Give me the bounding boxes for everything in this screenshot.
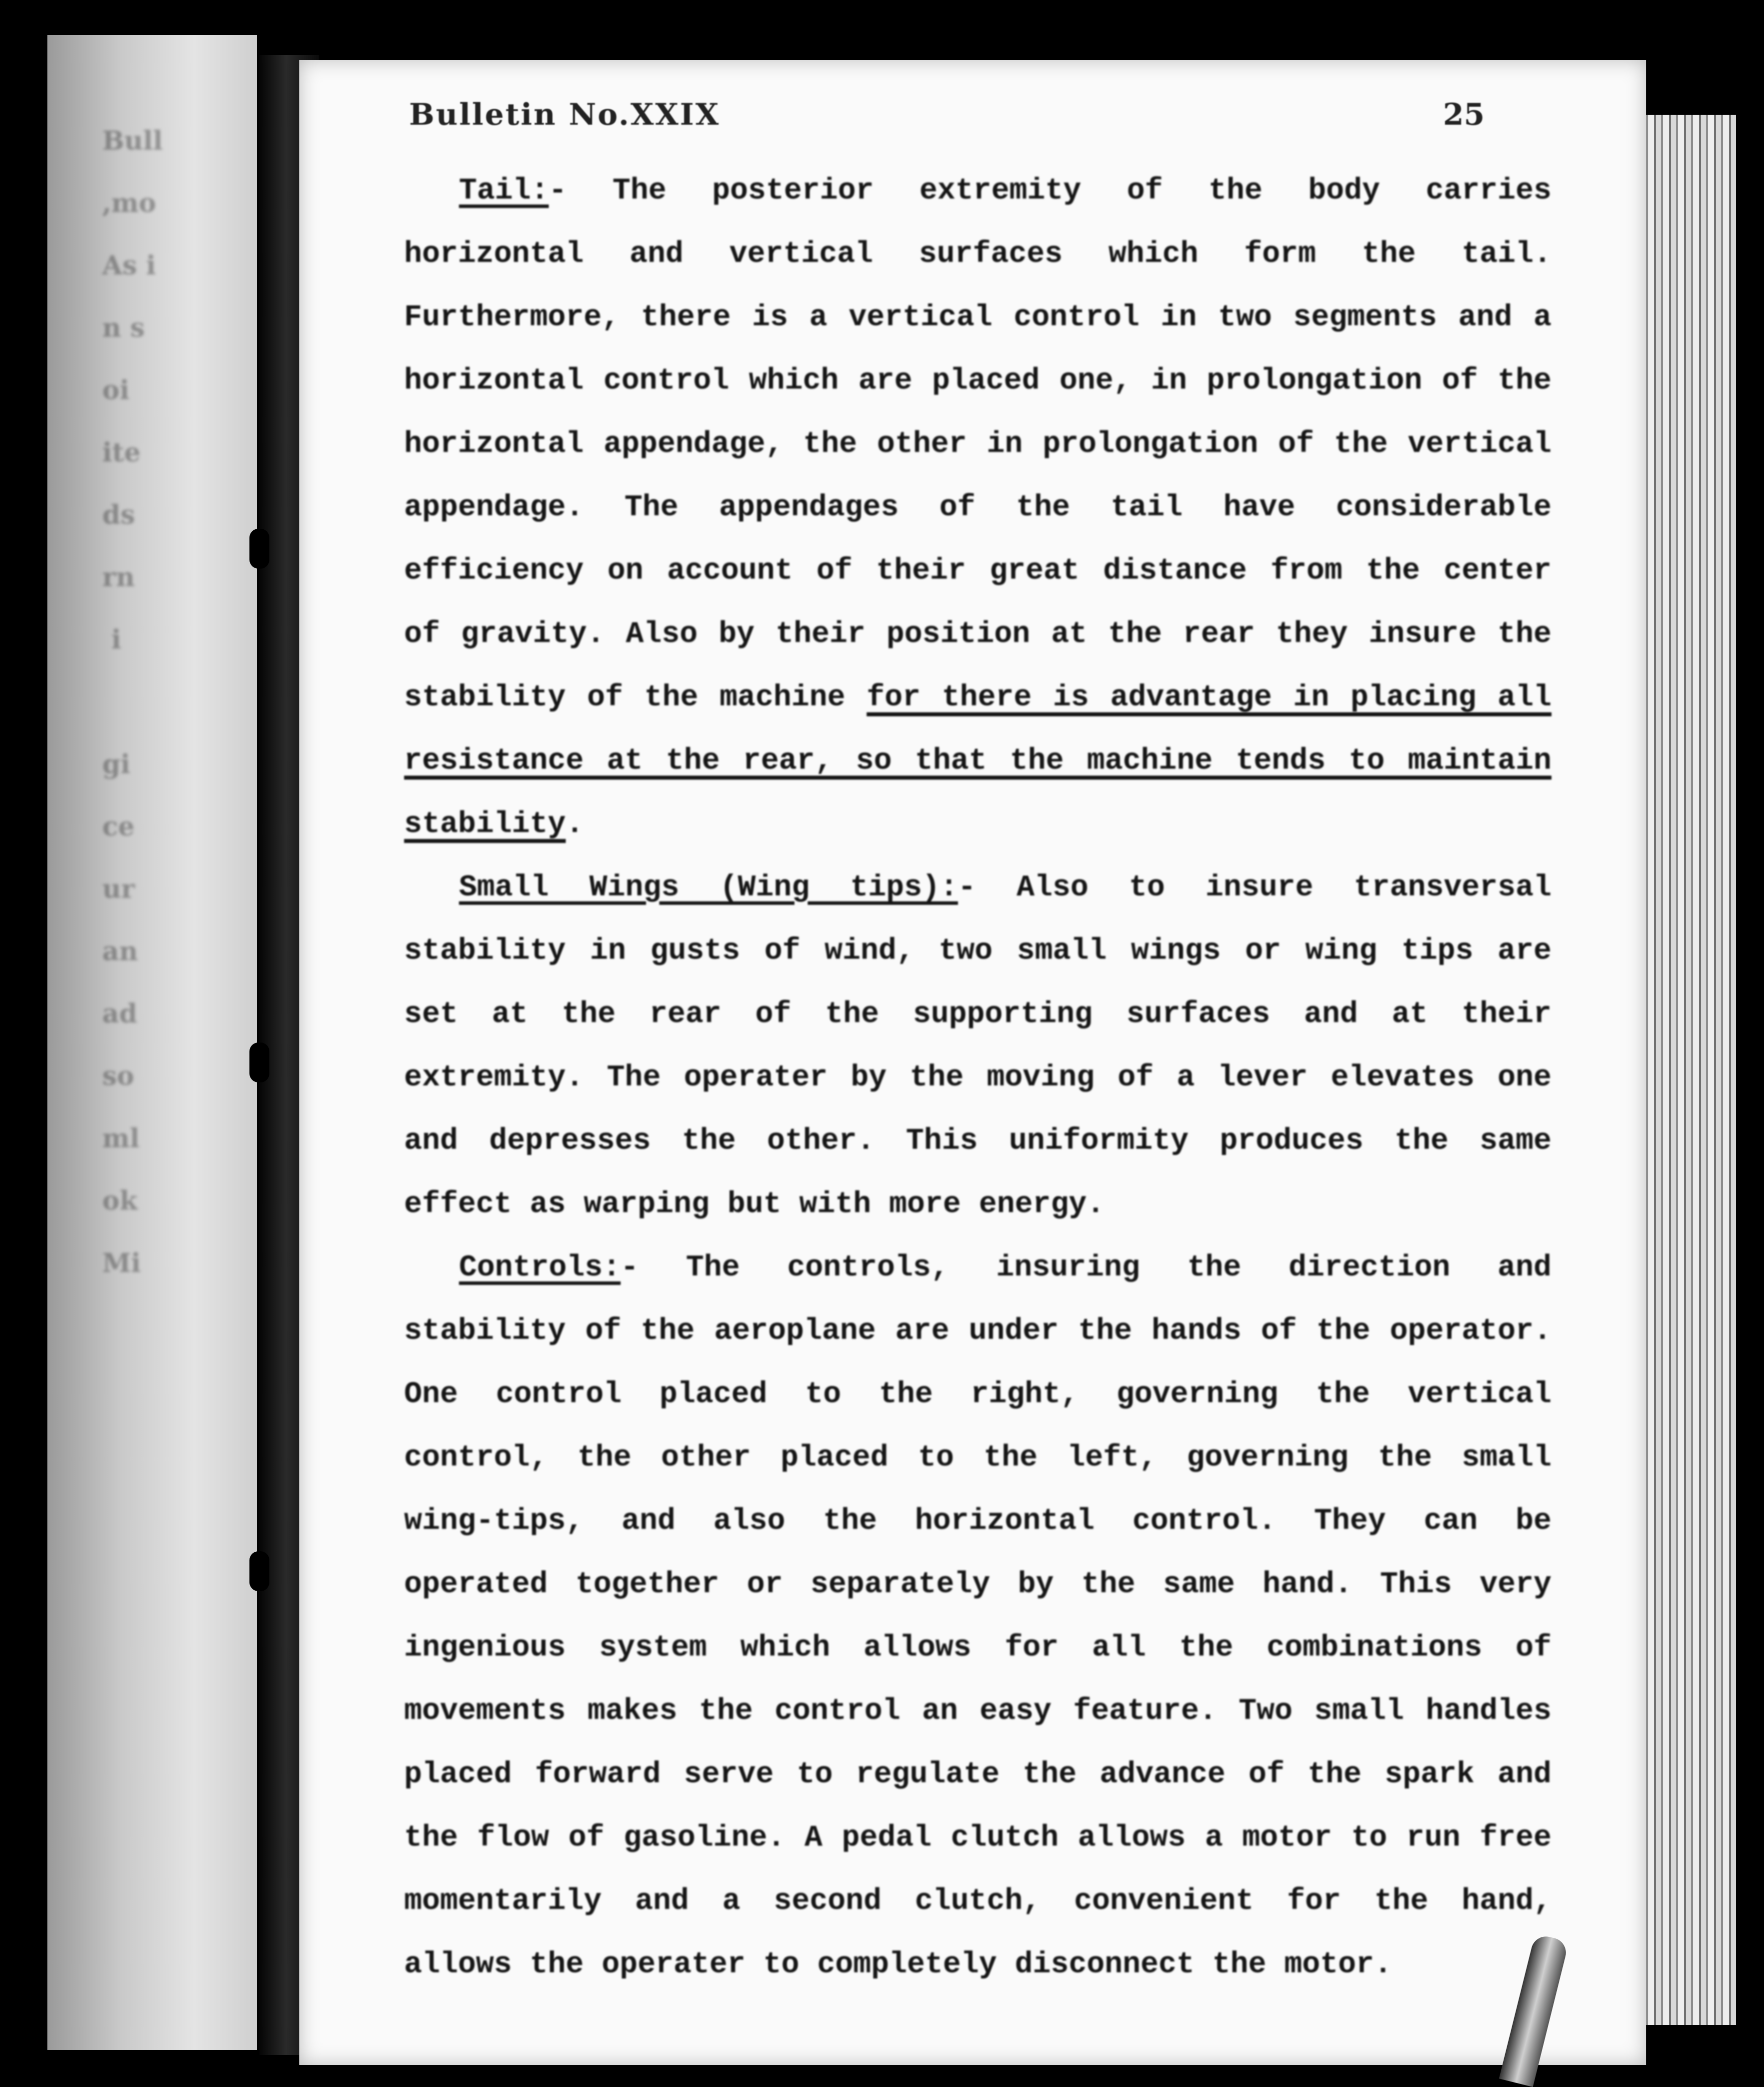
- paragraph-text: - The posterior extremity of the body carries horizontal and vertical surfaces which form the tail. Furthermore, there is a vertical control in two segments and a horizontal control which are placed one, in prolongation of the horizontal appendage, the other in prolongation of the vertical appendage. The appendages of the tail have considerable efficiency on account of their great distance from the center of gravity. Also by their position at the rear they insure the stability of the machine: [404, 174, 1551, 715]
- underlined-passage: for there is advantage in placing all resistance at the rear, so that the machine tends to maintain stability: [404, 681, 1551, 841]
- paragraph-small-wings: [404, 856, 1551, 1237]
- section-heading-small-wings: Small Wings (Wing tips):: [459, 871, 958, 905]
- body-text: [404, 160, 1551, 1997]
- section-heading-controls: Controls:: [459, 1251, 621, 1285]
- paragraph-text: - The controls, insuring the direction and stability of the aeroplane are under the hands of the operator. One control placed to the right, governing the vertical control, the other placed to the left, governing the small wing-tips, and also the horizontal control. They can be operated together or separately by the same hand. This very ingenious system which allows for all the combinations of movements makes the control an easy feature. Two small handles placed forward serve to regulate the advance of the spark and the flow of gasoline. A pedal clutch allows a motor to run free momentarily and a second clutch, convenient for the hand, allows the operater to completely disconnect the motor.: [404, 1251, 1551, 1982]
- binding-stud: [249, 529, 269, 569]
- page-stack-edges: [1641, 115, 1736, 2025]
- paragraph-text: - Also to insure transversal stability in gusts of wind, two small wings or wing tips are set at the rear of the supporting surfaces and at their extremity. The operater by the moving of a lever elevates one and depresses the other. This uniformity produces the same effect as warping but with more energy.: [404, 871, 1551, 1222]
- paragraph-controls: [404, 1237, 1551, 1997]
- binding-stud: [249, 1043, 269, 1082]
- binding-stud: [249, 1551, 269, 1591]
- paragraph-tail: [404, 160, 1551, 856]
- section-heading-tail: Tail:: [459, 174, 549, 208]
- paragraph-tail-punctuation: .: [566, 808, 584, 841]
- left-page-bleed-through: Bull ,mo As i n s oi ite ds rn i gi ce ur an ad so ml ok Mi: [102, 126, 163, 1278]
- left-facing-page: [47, 35, 257, 2050]
- page-number: 25: [1443, 97, 1485, 132]
- bulletin-title: Bulletin No.XXIX: [409, 97, 720, 132]
